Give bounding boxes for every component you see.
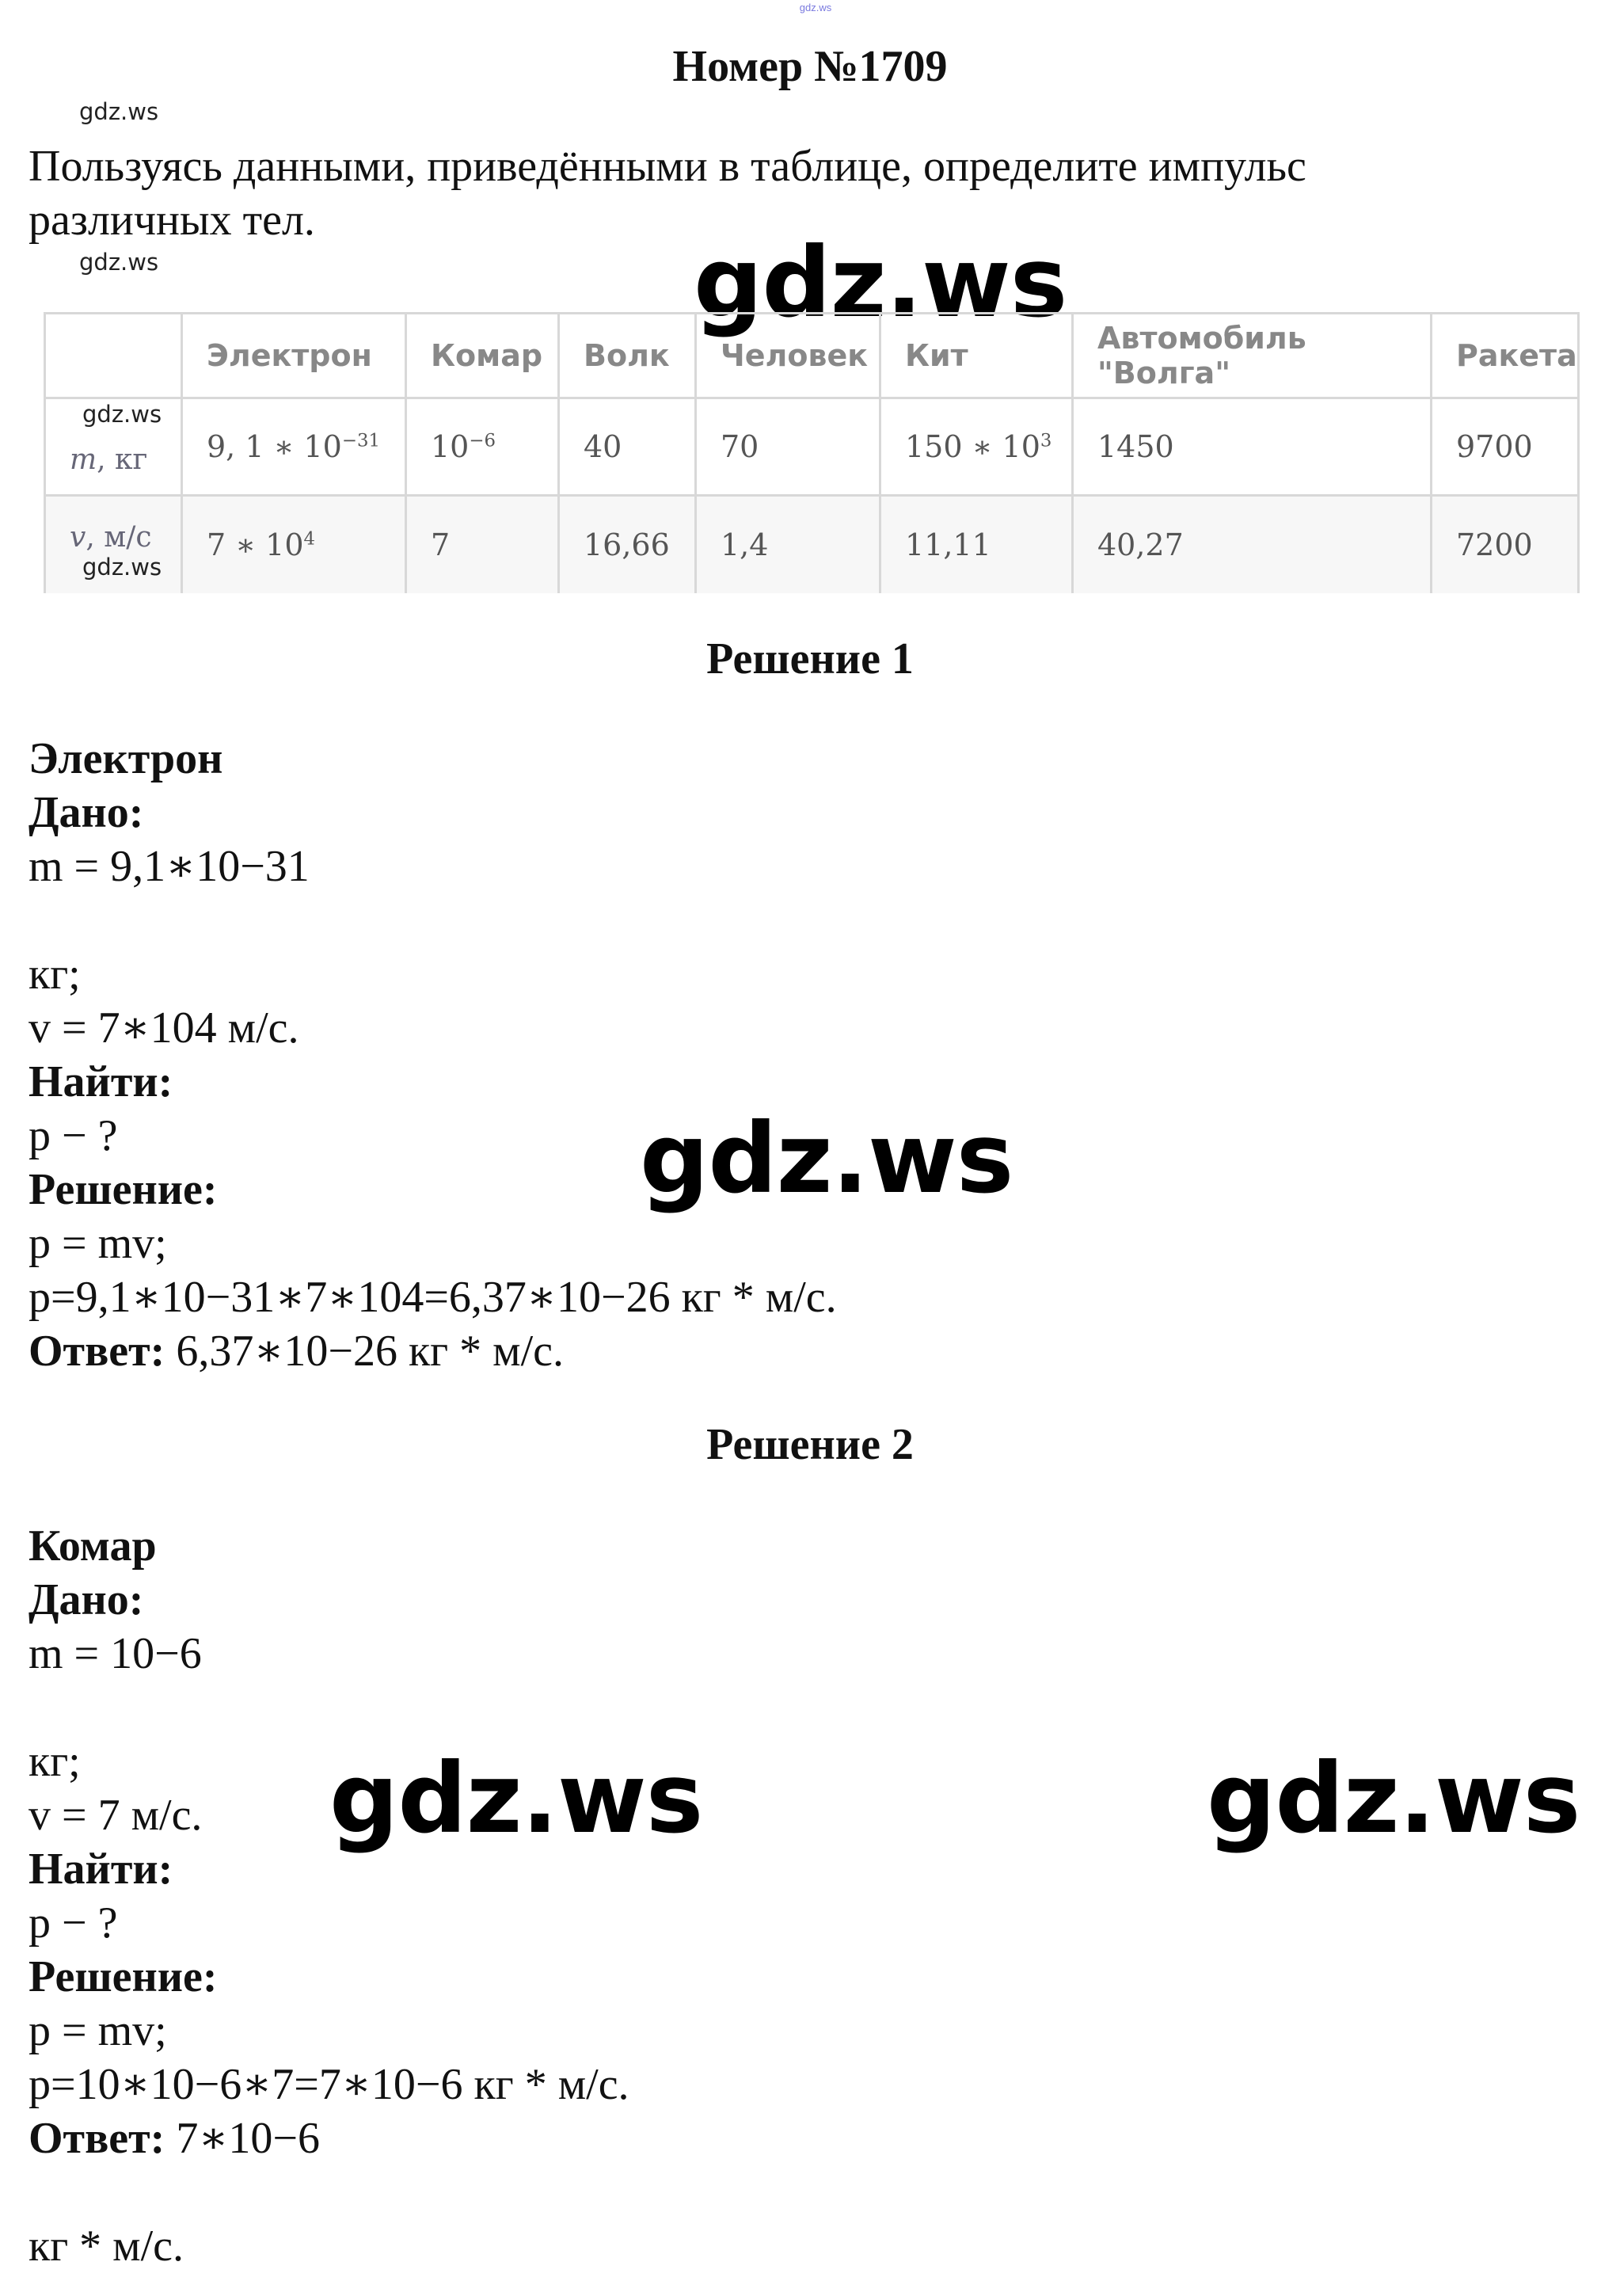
- spacer: [29, 1681, 1533, 1734]
- table-header-row: [45, 314, 1579, 398]
- spacer: [29, 2165, 1533, 2219]
- table-cell: 16,66: [559, 496, 696, 594]
- watermark-large: gdz.ws: [329, 1742, 703, 1855]
- watermark-top: gdz.ws: [799, 2, 832, 13]
- given-mass-unit: кг;: [29, 950, 81, 999]
- solution-1-heading: Решение 1: [706, 634, 914, 683]
- answer: [29, 2111, 1533, 2165]
- table-header-cell: Комар: [406, 314, 559, 398]
- spacer: [29, 893, 1533, 947]
- table-header-cell: Ракета: [1432, 314, 1579, 398]
- solution-label: Решение:: [29, 1165, 218, 1214]
- answer-unit: кг * м/с.: [29, 2222, 184, 2271]
- table-cell: 150 ∗ $10^3$: [880, 398, 1073, 496]
- table-cell: 9700: [1432, 398, 1579, 496]
- given-label: Дано:: [29, 788, 144, 837]
- find-value: p − ?: [29, 1111, 118, 1160]
- table-header-cell: [45, 314, 182, 398]
- table-header-cell: Волк: [559, 314, 696, 398]
- solution-subject: Электрон: [29, 734, 223, 783]
- table-cell: 7200: [1432, 496, 1579, 594]
- answer-label: Ответ:: [29, 2114, 165, 2163]
- answer-label: Ответ:: [29, 1327, 165, 1376]
- answer: [29, 1324, 1533, 1378]
- given-label: Дано:: [29, 1575, 144, 1624]
- watermark-small: gdz.ws: [79, 249, 159, 276]
- answer-value: 7∗10−6: [165, 2114, 320, 2163]
- watermark-small: gdz.ws: [79, 98, 159, 125]
- calculation: p=10∗10−6∗7=7∗10−6 кг * м/с.: [29, 2060, 629, 2109]
- table-cell: 9, 1 ∗ $10^{-31}$: [182, 398, 406, 496]
- table-cell: $10^{-6}$: [406, 398, 559, 496]
- table-cell: 7: [406, 496, 559, 594]
- calculation: p=9,1∗10−31∗7∗104=6,37∗10−26 кг * м/с.: [29, 1273, 837, 1322]
- find-label: Найти:: [29, 1057, 173, 1106]
- table-cell: 1450: [1073, 398, 1432, 496]
- watermark-small: gdz.ws: [82, 401, 162, 428]
- given-speed: v = 7∗104 м/с.: [29, 1003, 299, 1053]
- given-mass: m = 9,1∗10−31: [29, 842, 310, 891]
- solution-2: [29, 1519, 1533, 2273]
- speed-symbol: v: [70, 520, 86, 554]
- table-row-mass: [45, 398, 1579, 496]
- watermark-large: gdz.ws: [694, 227, 1067, 339]
- watermark-large: gdz.ws: [1207, 1742, 1580, 1855]
- table-row-speed: [45, 496, 1579, 594]
- table-cell: 40,27: [1073, 496, 1432, 594]
- task-text-line: различных тел.: [29, 196, 315, 245]
- table-cell: 7 ∗ $10^4$: [182, 496, 406, 594]
- table-header-cell: Автомобиль "Волга": [1073, 314, 1432, 398]
- solution-2-heading: Решение 2: [706, 1420, 914, 1469]
- row-label-speed: [45, 496, 182, 594]
- solution-subject: Комар: [29, 1521, 157, 1571]
- given-mass-unit: кг;: [29, 1737, 81, 1786]
- speed-unit: , м/с: [86, 520, 152, 554]
- task-text-line: Пользуясь данными, приведёнными в таблице, определите импульс: [29, 142, 1306, 191]
- data-table-grid: [44, 312, 1580, 593]
- table-header-cell: Кит: [880, 314, 1073, 398]
- watermark-large: gdz.ws: [640, 1102, 1013, 1215]
- table-cell: 70: [696, 398, 880, 496]
- given-mass: m = 10−6: [29, 1629, 202, 1678]
- watermark-small: gdz.ws: [82, 554, 162, 581]
- find-label: Найти:: [29, 1845, 173, 1894]
- solution-1: [29, 732, 1533, 1378]
- answer-value: 6,37∗10−26 кг * м/с.: [165, 1327, 564, 1376]
- table-header-cell: Электрон: [182, 314, 406, 398]
- mass-unit: , кг: [97, 443, 148, 476]
- given-speed: v = 7 м/с.: [29, 1791, 203, 1840]
- table-cell: 11,11: [880, 496, 1073, 594]
- table-header-cell: Человек: [696, 314, 880, 398]
- table-cell: 1,4: [696, 496, 880, 594]
- page-title: Номер №1709: [672, 42, 948, 91]
- formula: p = mv;: [29, 1219, 167, 1268]
- table-cell: 40: [559, 398, 696, 496]
- mass-symbol: m: [70, 443, 97, 476]
- solution-label: Решение:: [29, 1952, 218, 2001]
- data-table: [44, 312, 1580, 586]
- formula: p = mv;: [29, 2006, 167, 2055]
- find-value: p − ?: [29, 1898, 118, 1948]
- row-label-mass: [45, 398, 182, 496]
